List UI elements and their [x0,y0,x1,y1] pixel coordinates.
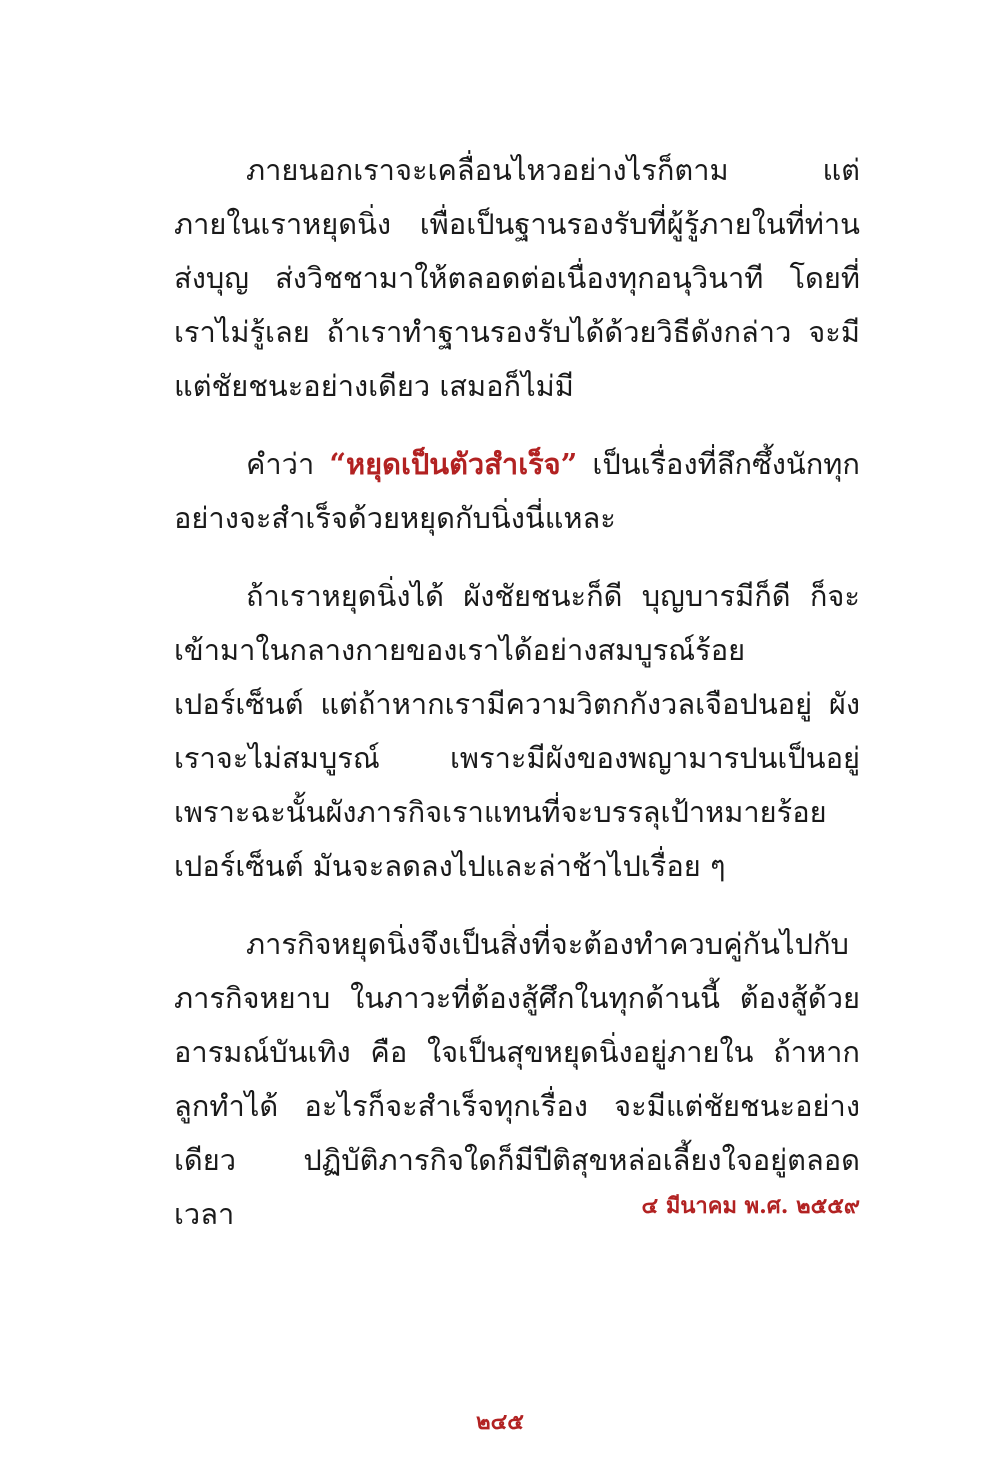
paragraph-2-suffix: เป็นเรื่องที่ลึกซึ้งนักทุกอย่างจะสำเร็จด้วยหยุดกับนิ่งนี่แหละ [174,447,860,535]
paragraph-4: ภารกิจหยุดนิ่งจึงเป็นสิ่งที่จะต้องทำควบคู่กันไปกับภารกิจหยาบ ในภาวะที่ต้องสู้ศึกในทุกด้านนี้ ต้องสู้ด้วยอารมณ์บันเทิง คือ ใจเป็นสุขหยุดนิ่งอยู่ภายใน ถ้าหากลูกทำได้ อะไรก็จะสำเร็จทุกเรื่อง จะมีแต่ชัยชนะอย่างเดียว ปฏิบัติภารกิจใดก็มีปีติสุขหล่อเลี้ยงใจอยู่ตลอดเวลา [174,927,860,1231]
page-number: ๒๔๕ [476,1409,524,1435]
date-line: ๔ มีนาคม พ.ศ. ๒๕๕๙ [641,1193,860,1219]
body-text [174,143,860,1241]
paragraph-1: ภายนอกเราจะเคลื่อนไหวอย่างไรก็ตาม แต่ภายในเราหยุดนิ่ง เพื่อเป็นฐานรองรับที่ผู้รู้ภายในที่ท่านส่งบุญ ส่งวิชชามาให้ตลอดต่อเนื่องทุกอนุวินาที โดยที่เราไม่รู้เลย ถ้าเราทำฐานรองรับได้ด้วยวิธีดังกล่าว จะมีแต่ชัยชนะอย่างเดียว เสมอก็ไม่มี [174,153,860,403]
highlight-phrase: “หยุดเป็นตัวสำเร็จ” [329,447,578,481]
paragraph-2-prefix: คำว่า [246,447,330,481]
paragraph-2 [174,437,860,545]
paragraph-3: ถ้าเราหยุดนิ่งได้ ผังชัยชนะก็ดี บุญบารมีก็ดี ก็จะเข้ามาในกลางกายของเราได้อย่างสมบูรณ์ร้อยเปอร์เซ็นต์ แต่ถ้าหากเรามีความวิตกกังวลเจือปนอยู่ ผังเราจะไม่สมบูรณ์ เพราะมีผังของพญามารปนเป็นอยู่ เพราะฉะนั้นผังภารกิจเราแทนที่จะบรรลุเป้าหมายร้อยเปอร์เซ็นต์ มันจะลดลงไปและล่าช้าไปเรื่อย ๆ [174,579,860,883]
